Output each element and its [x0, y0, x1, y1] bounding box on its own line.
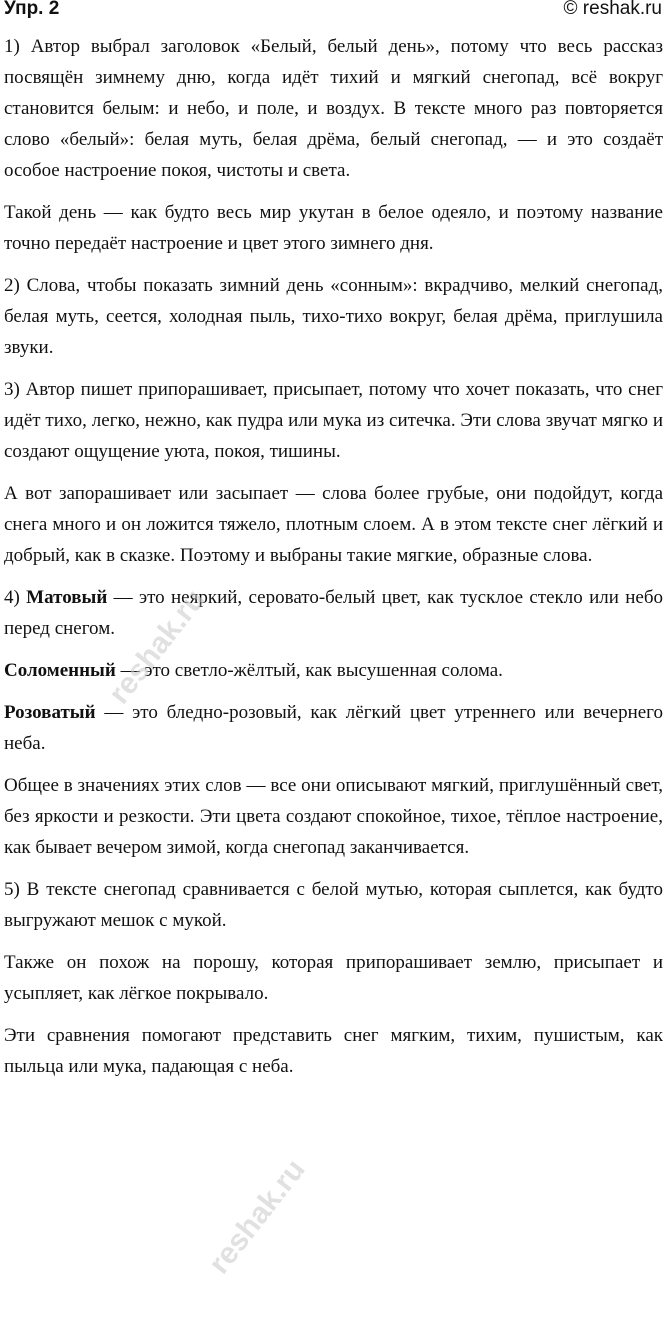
watermark: reshak.ru — [202, 1153, 312, 1281]
paragraph-7: Соломенный — это светло-жёлтый, как высушенная солома. — [4, 660, 503, 681]
paragraph-2: Такой день — как будто весь мир укутан в белое одеяло, и поэтому название точно передаёт настроение и цвет этого зимнего дня. — [4, 202, 663, 254]
paragraph-12: Эти сравнения помогают представить снег мягким, тихим, пушистым, как пыльца или мука, падающая с неба. — [4, 1025, 663, 1077]
exercise-title: Упр. 2 — [4, 0, 60, 19]
paragraph-6: 4) Матовый — это неяркий, серовато-белый цвет, как тусклое стекло или небо перед снегом. — [4, 587, 663, 639]
paragraph-10: 5) В тексте снегопад сравнивается с белой мутью, которая сыплется, как будто выгружают мешок с мукой. — [4, 879, 663, 931]
paragraph-4: 3) Автор пишет припорашивает, присыпает, потому что хочет показать, что снег идёт тихо, легко, нежно, как пудра или мука из ситечка. Эти слова звучат мягко и создают ощущение уюта, покоя, тишины. — [4, 379, 663, 462]
term-matovy: Матовый — [26, 587, 108, 608]
paragraph-11: Также он похож на порошу, которая припорашивает землю, присыпает и усыпляет, как лёгкое покрывало. — [4, 952, 663, 1004]
site-copyright: © reshak.ru — [563, 0, 662, 19]
paragraph-3: 2) Слова, чтобы показать зимний день «сонным»: вкрадчиво, мелкий снегопад, белая муть, сеется, холодная пыль, тихо-тихо вокруг, белая дрёма, приглушила звуки. — [4, 275, 663, 358]
answer-text — [4, 31, 663, 1093]
page-header — [0, 0, 666, 30]
term-rozovaty: Розоватый — [4, 702, 96, 723]
paragraph-5: А вот запорашивает или засыпает — слова более грубые, они подойдут, когда снега много и он ложится тяжело, плотным слоем. А в этом тексте снег лёгкий и добрый, как в сказке. Поэтому и выбраны такие мягкие, образные слова. — [4, 483, 663, 566]
paragraph-9: Общее в значениях этих слов — все они описывают мягкий, приглушённый свет, без яркости и резкости. Эти цвета создают спокойное, тихое, тёплое настроение, как бывает вечером зимой, когда снегопад заканчивается. — [4, 775, 663, 858]
watermark: reshak.ru — [102, 583, 212, 711]
term-solomenny: Соломенный — [4, 660, 116, 681]
paragraph-1: 1) Автор выбрал заголовок «Белый, белый день», потому что весь рассказ посвящён зимнему дню, когда идёт тихий и мягкий снегопад, всё вокруг становится белым: и небо, и поле, и воздух. В тексте много раз повторяется слово «белый»: белая муть, белая дрёма, белый снегопад, — и это создаёт особое настроение покоя, чистоты и света. — [4, 36, 663, 181]
paragraph-8: Розоватый — это бледно-розовый, как лёгкий цвет утреннего или вечернего неба. — [4, 702, 663, 754]
